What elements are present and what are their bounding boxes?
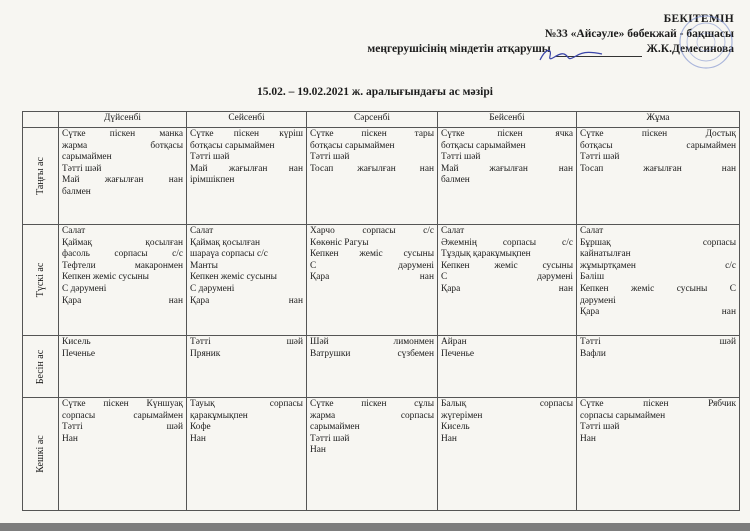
dish-line: жұмыртқамен с/с — [580, 260, 736, 271]
dish-line: Бәліш — [580, 272, 605, 283]
dish-line: Тәтті шәй — [190, 152, 230, 163]
menu-cell — [438, 398, 577, 511]
dish-line: ботқасы сарымаймен — [580, 140, 736, 151]
meal-row-afternoon-snack — [23, 336, 740, 398]
dish-line: Тәтті шәй — [580, 152, 620, 163]
signer-name: Ж.К.Демесинова — [646, 43, 734, 55]
dish-line: Тауық сорпасы — [190, 399, 303, 409]
menu-cell — [307, 128, 438, 225]
meal-label: Таңғы ас — [34, 157, 46, 195]
day-header: Бейсенбі — [438, 112, 577, 128]
dish-line: ірімшікпен — [190, 175, 235, 186]
dish-line: жүгерімен — [441, 410, 483, 421]
meal-label-cell — [23, 225, 59, 336]
meal-label: Бесін ас — [34, 349, 46, 384]
dish-line: Печенье — [441, 348, 475, 359]
position-label: меңгерушісінің міндетін атқарушы — [367, 43, 551, 55]
day-header: Жұма — [577, 112, 740, 128]
dish-line: ботқасы сарымаймен — [310, 140, 395, 151]
signature-icon — [536, 44, 606, 66]
dish-line: Қара нан — [190, 295, 303, 306]
dish-line: Нан — [190, 433, 206, 444]
menu-cell — [577, 336, 740, 398]
meal-label-cell — [23, 336, 59, 398]
dish-line: Сүтке піскен Рябчик — [580, 399, 736, 409]
menu-title: 15.02. – 19.02.2021 ж. аралығындағы ас мәзірі — [257, 86, 493, 98]
day-header: Сәрсенбі — [307, 112, 438, 128]
menu-cell — [187, 336, 307, 398]
dish-line: Әжемнің сорпасы с/с — [441, 237, 573, 248]
dish-line: фасоль сорпасы с/с — [62, 249, 183, 260]
dish-line: Кепкен жеміс сусыны — [441, 260, 573, 271]
meal-label-cell — [23, 128, 59, 225]
dish-line: Печенье — [62, 348, 96, 359]
dish-line: Көкөніс Рагуы — [310, 237, 369, 248]
dish-line: Сүтке піскен ячка — [441, 129, 573, 139]
menu-cell — [307, 336, 438, 398]
dish-line: С дәрумені — [310, 260, 434, 271]
dish-line: Май жағылған нан — [62, 175, 183, 186]
dish-line: жарма сорпасы — [310, 410, 434, 421]
dish-line: Тәтті шәй — [310, 433, 350, 444]
meal-label-cell — [23, 398, 59, 511]
menu-cell — [59, 398, 187, 511]
dish-line: Қара нан — [310, 272, 434, 283]
dish-line: Нан — [310, 445, 326, 456]
dish-line: Кепкен жеміс сусыны — [310, 249, 434, 260]
menu-cell — [59, 336, 187, 398]
dish-line: жарма ботқасы — [62, 140, 183, 151]
dish-line: Бұршақ сорпасы — [580, 237, 736, 248]
meal-label: Түскі ас — [34, 262, 46, 298]
dish-line: Қаймақ қосылған — [190, 237, 260, 248]
approve-label: БЕКІТЕМІН — [663, 13, 734, 25]
dish-line: Тәтті шәй — [62, 422, 183, 433]
day-header: Сейсенбі — [187, 112, 307, 128]
menu-cell — [577, 128, 740, 225]
dish-line: Тәтті шәй — [62, 163, 102, 174]
dish-line: Сүтке піскен сұлы — [310, 399, 434, 409]
menu-table — [22, 111, 740, 511]
menu-cell — [577, 398, 740, 511]
dish-line: Ватрушки сүзбемен — [310, 348, 434, 359]
menu-cell — [307, 398, 438, 511]
dish-line: Нан — [62, 433, 78, 444]
dish-line: Тосап жағылған нан — [310, 163, 434, 174]
dish-line: Салат — [190, 226, 214, 236]
dish-line: Харчо сорпасы с/с — [310, 226, 434, 236]
dish-line: сарымаймен — [310, 422, 360, 433]
menu-cell — [187, 398, 307, 511]
menu-cell — [187, 128, 307, 225]
dish-line: С дәрумені — [190, 283, 235, 294]
dish-line: Сүтке піскен күріш — [190, 129, 303, 139]
dish-line: Сүтке піскен Күншуақ — [62, 399, 183, 409]
meal-row-breakfast — [23, 128, 740, 225]
dish-line: Тосап жағылған нан — [580, 163, 736, 174]
menu-cell — [438, 225, 577, 336]
dish-line: қаракұмықпен — [190, 410, 248, 421]
dish-line: балмен — [62, 186, 91, 197]
dish-line: Кепкен жеміс сусыны С — [580, 283, 736, 294]
dish-line: сарымаймен — [62, 152, 112, 163]
meal-label: Кешкі ас — [34, 435, 46, 473]
dish-line: Шәй лимонмен — [310, 337, 434, 347]
dish-line: Қара нан — [580, 307, 736, 318]
dish-line: Салат — [580, 226, 604, 236]
dish-line: ботқасы сарымаймен — [190, 140, 275, 151]
dish-line: Тұздық қаракұмықпен — [441, 249, 531, 260]
organization-name: №33 «Айсәуле» бөбекжай - бақшасы — [544, 28, 734, 40]
meal-row-lunch — [23, 225, 740, 336]
dish-line: Манты — [190, 260, 218, 271]
dish-line: Нан — [441, 433, 457, 444]
dish-line: Пряник — [190, 348, 221, 359]
dish-line: Сүтке піскен тары — [310, 129, 434, 139]
day-header: Дүйсенбі — [59, 112, 187, 128]
dish-line: Тәтті шәй — [580, 422, 620, 433]
dish-line: Сүтке піскен Достық — [580, 129, 736, 139]
dish-line: С дәрумені — [441, 272, 573, 283]
dish-line: Нан — [580, 433, 596, 444]
menu-cell — [577, 225, 740, 336]
dish-line: Кепкен жеміс сусыны — [190, 272, 277, 283]
dish-line: Кисель — [62, 337, 91, 347]
dish-line: ботқасы сарымаймен — [441, 140, 526, 151]
scan-edge — [0, 523, 750, 531]
menu-cell — [187, 225, 307, 336]
stamp-icon — [678, 14, 734, 70]
dish-line: шараүа сорпасы с/с — [190, 249, 268, 260]
menu-cell — [438, 336, 577, 398]
menu-cell — [307, 225, 438, 336]
meal-row-dinner — [23, 398, 740, 511]
corner-cell — [23, 112, 59, 128]
menu-cell — [438, 128, 577, 225]
dish-line: Қаймақ қосылған — [62, 237, 183, 248]
dish-line: Тәтті шәй — [580, 337, 736, 347]
dish-line: Салат — [441, 226, 465, 236]
dish-line: сорпасы сарымаймен — [580, 410, 666, 421]
dish-line: Кисель — [441, 422, 470, 433]
dish-line: кайнатылған — [580, 249, 631, 260]
dish-line: сорпасы сарымаймен — [62, 410, 183, 421]
dish-line: Май жағылған нан — [441, 163, 573, 174]
dish-line: Қара нан — [441, 283, 573, 294]
dish-line: С дәрумені — [62, 283, 107, 294]
dish-line: Кепкен жеміс сусыны — [62, 272, 149, 283]
dish-line: Вафли — [580, 348, 606, 359]
dish-line: Тәтті шәй — [310, 152, 350, 163]
dish-line: балмен — [441, 175, 470, 186]
dish-line: Кофе — [190, 422, 211, 433]
dish-line: Айран — [441, 337, 467, 347]
days-header-row — [23, 112, 740, 128]
dish-line: Балық сорпасы — [441, 399, 573, 409]
dish-line: Тефтели макаронмен — [62, 260, 183, 271]
dish-line: дәрумені — [580, 295, 616, 306]
dish-line: Сүтке піскен манка — [62, 129, 183, 139]
menu-cell — [59, 225, 187, 336]
dish-line: Қара нан — [62, 295, 183, 306]
dish-line: Салат — [62, 226, 86, 236]
dish-line: Тәтті шәй — [441, 152, 481, 163]
dish-line: Тәтті шәй — [190, 337, 303, 347]
menu-cell — [59, 128, 187, 225]
dish-line: Май жағылған нан — [190, 163, 303, 174]
